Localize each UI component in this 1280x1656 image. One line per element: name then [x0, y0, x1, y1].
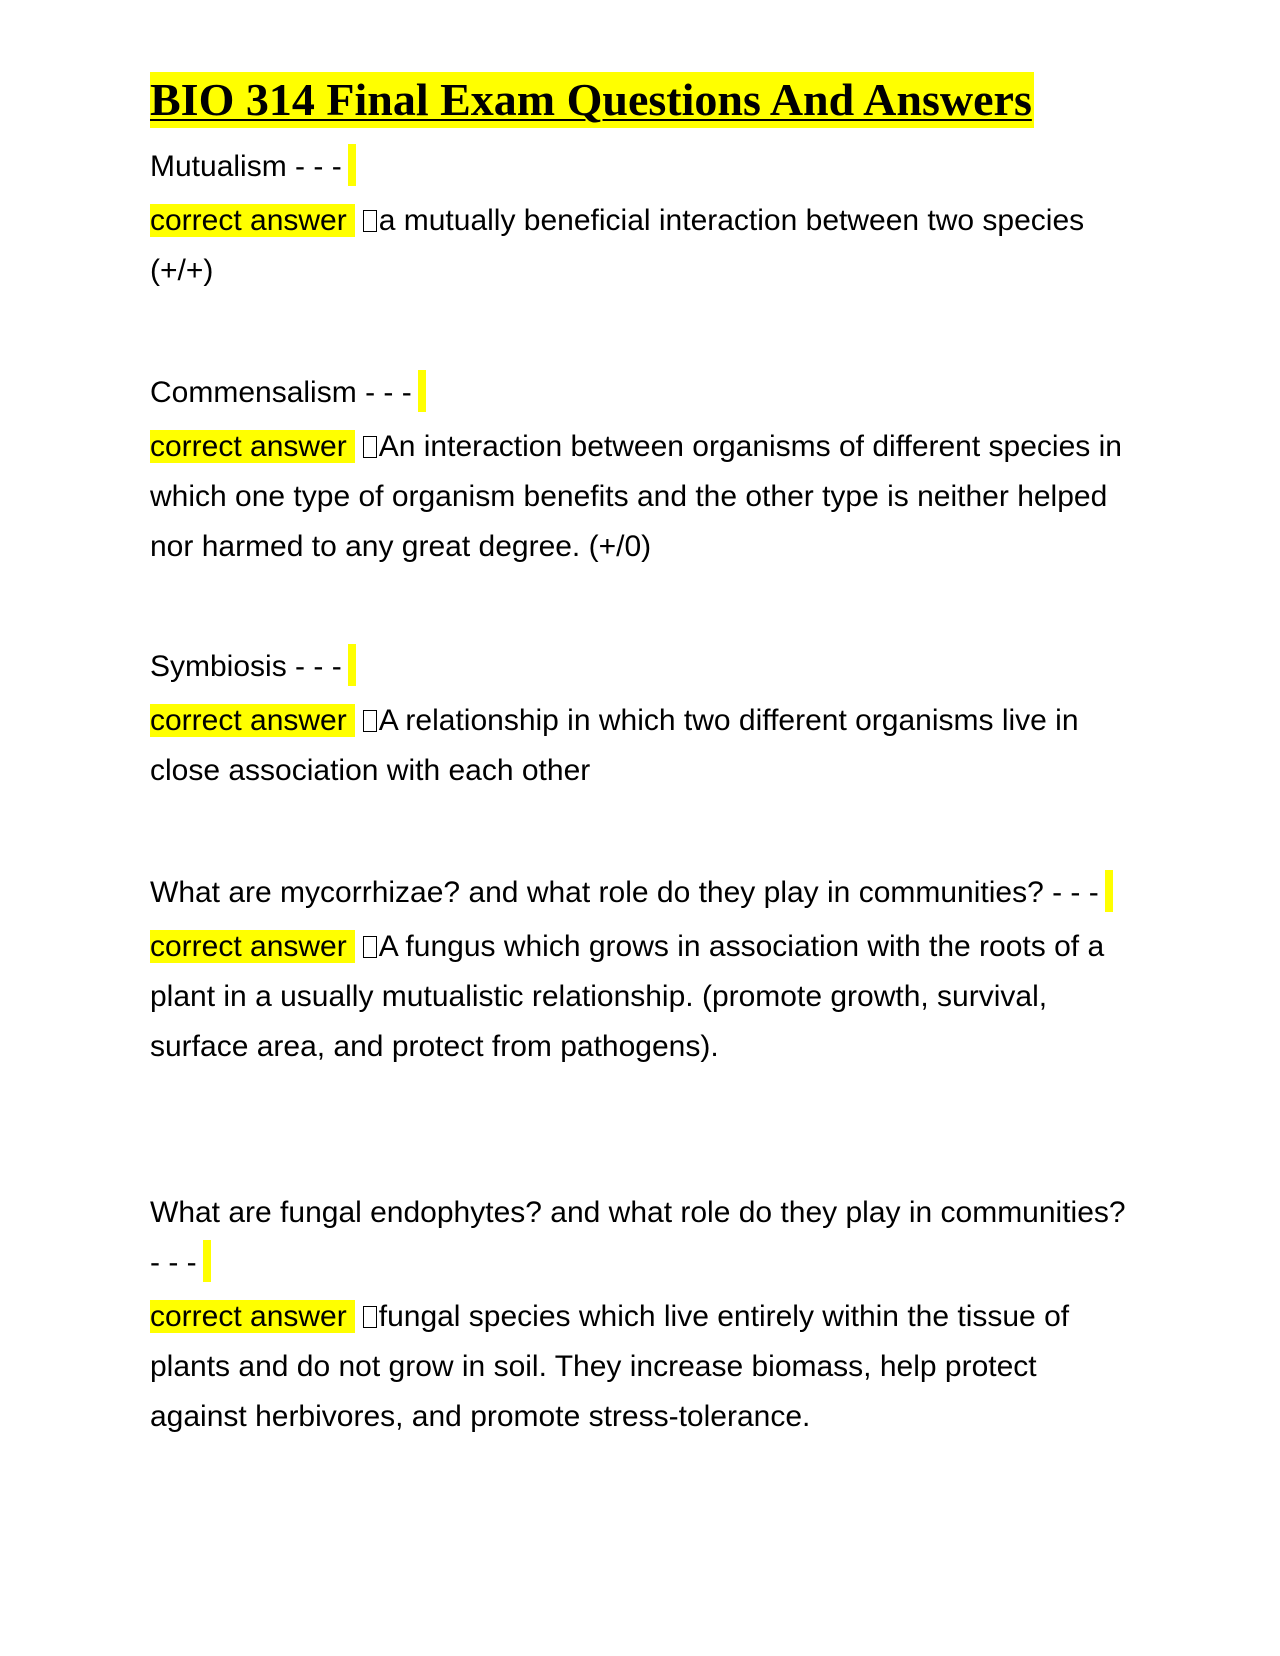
separator: - - -	[295, 650, 342, 683]
missing-glyph-icon	[363, 936, 377, 958]
qa-item	[150, 642, 1130, 796]
answer-text: correct answer A fungus which grows in association with the roots of a plant in a usually mutualistic relationship. (promote growth, survival, surface area, and protect from pathogens).	[150, 930, 1105, 1063]
answer-label: correct answer	[150, 430, 355, 463]
highlight-marker	[348, 644, 356, 686]
highlight-marker	[1105, 870, 1113, 912]
answer-label: correct answer	[150, 204, 355, 237]
answer-text: correct answer a mutually beneficial interaction between two species (+/+)	[150, 204, 1085, 287]
separator: - - -	[365, 376, 412, 409]
separator: - - -	[295, 150, 342, 183]
separator: - - -	[1052, 876, 1099, 909]
question-text: Symbiosis - - -	[150, 642, 1130, 692]
question-text: What are mycorrhizae? and what role do they play in communities? - - -	[150, 868, 1130, 918]
highlight-marker	[348, 144, 356, 186]
answer-text: correct answer An interaction between organisms of different species in which one type of organism benefits and the other type is neither helped nor harmed to any great degree. (+/0)	[150, 430, 1122, 563]
missing-glyph-icon	[363, 1306, 377, 1328]
qa-item	[150, 1188, 1130, 1442]
missing-glyph-icon	[363, 210, 377, 232]
qa-item	[150, 368, 1130, 572]
answer-label: correct answer	[150, 704, 355, 737]
question-text: What are fungal endophytes? and what role do they play in communities? - - -	[150, 1188, 1130, 1288]
separator: - - -	[150, 1246, 197, 1279]
qa-item	[150, 142, 1130, 296]
question-text: Commensalism - - -	[150, 368, 1130, 418]
document-title: BIO 314 Final Exam Questions And Answers	[150, 72, 1034, 128]
document-page	[150, 72, 1130, 1433]
highlight-marker	[418, 370, 426, 412]
missing-glyph-icon	[363, 436, 377, 458]
missing-glyph-icon	[363, 710, 377, 732]
question-text: Mutualism - - -	[150, 142, 1130, 192]
highlight-marker	[203, 1240, 211, 1282]
answer-label: correct answer	[150, 1300, 355, 1333]
answer-text: correct answer fungal species which live entirely within the tissue of plants and do not grow in soil. They increase biomass, help protect against herbivores, and promote stress-tolerance.	[150, 1300, 1070, 1433]
answer-label: correct answer	[150, 930, 355, 963]
answer-text: correct answer A relationship in which two different organisms live in close association with each other	[150, 704, 1079, 787]
qa-item	[150, 868, 1130, 1072]
